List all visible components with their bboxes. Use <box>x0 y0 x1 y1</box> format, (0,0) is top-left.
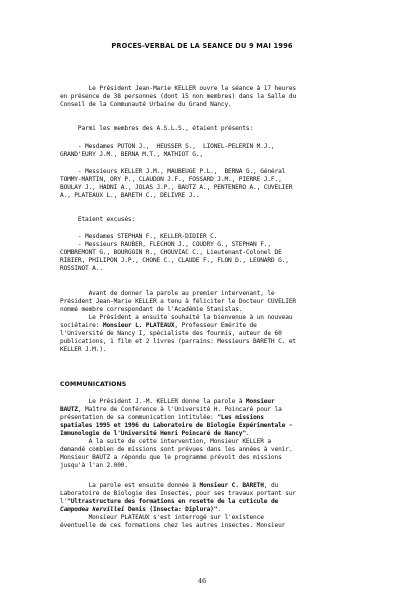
societaire-rest: , Professeur Emérite de <box>174 322 257 329</box>
comm1-followup-line-1: A la suite de cette intervention, Monsieur KELLER a <box>60 438 271 445</box>
page-title: PROCES-VERBAL DE LA SEANCE DU 9 MAI 1996 <box>111 42 293 50</box>
messieurs-line-4: A., PLATEAUX L., BARETH C., DELIVRE J.. <box>60 192 200 199</box>
comm1-line-4: spatiales 1995 et 1996 du Laboratoire de Biologie Expérimentale - <box>60 422 293 429</box>
comm1-l3-prefix: présentation de sa communication intitulée: <box>60 414 218 421</box>
present-title: Parmi les membres des A.S.L.S., étaient présents: <box>60 125 254 132</box>
comm1-l2-bold: BAUTZ <box>60 406 78 413</box>
comm1-l1-bold: Monsieur <box>245 398 275 405</box>
excused-messieurs-line-4: ROSSINOT A.. <box>60 265 103 272</box>
excused-messieurs-line-1: - Messieurs RAUBER, FLECHON J., COUDRY G., STEPHAN F., <box>60 241 271 248</box>
comm1-l5-bold: Immunologie de l'Université Henri Poincaré de Nancy" <box>60 430 246 437</box>
mesdames-line-2: GRAND'EURY J.M., BERNA M.T., MATHIOT G., <box>60 151 204 158</box>
messieurs-line-2: TOMMY-MARTIN, ORY P., CLAUDON J.F., FOSSARD J.M., PIERRE J.F., <box>60 176 282 183</box>
comm2-line-3 <box>60 498 278 505</box>
comm2-line-1 <box>60 482 278 489</box>
comm1-line-5 <box>60 430 250 437</box>
comm2-l4-rest: . <box>217 506 221 513</box>
societaire-cont-line-3: KELLER J.M.). <box>60 346 107 353</box>
page-number: 46 <box>197 577 207 585</box>
comm1-followup-line-3: Monsieur BAUTZ a répondu que le programme prévoit des missions <box>60 454 282 461</box>
intro-line-1: Le Président Jean-Marie KELLER ouvre la séance à 17 heures <box>60 85 296 92</box>
intro-line-2: en présence de 38 personnes (dont 15 non membres) dans la Salle du <box>60 93 296 100</box>
avant-line-1: Avant de donner la parole au premier intervenant, le <box>60 290 275 297</box>
excused-messieurs-line-2: COMBREMONT G., BOURGOIN R., CHOUVIAC C., Lieutenant-Colonel DE <box>60 249 282 256</box>
intro-line-3: Conseil de la Communauté Urbaine du Grand Nancy. <box>60 101 232 108</box>
communications-heading: COMMUNICATIONS <box>60 381 127 388</box>
societaire-name: Monsieur L. PLATEAUX <box>102 322 175 329</box>
societaire-line <box>60 322 257 329</box>
comm1-l3-bold: "Les missions <box>217 414 264 421</box>
avant-line-4: Le Président a ensuite souhaité la bienvenue à un nouveau <box>60 314 293 321</box>
excused-title: Etaient excusés: <box>60 216 136 223</box>
comm2-line-4 <box>60 506 221 513</box>
societaire-prefix: sociétaire: <box>60 322 103 329</box>
comm2-followup-line-1: Monsieur PLATEAUX s'est interrogé sur l'existence <box>60 514 264 521</box>
comm2-l1-rest: , du <box>263 482 279 489</box>
comm2-l3-bold: "Ultrastructure des formations en rosette de la cuticule de <box>67 498 279 505</box>
comm2-l1-bold: Monsieur C. BARETH <box>199 482 264 489</box>
avant-line-3: nommé membre correspondant de l'Académie Stanislas. <box>60 306 243 313</box>
comm2-l4-italic: Campodea kervillei <box>60 506 125 513</box>
comm1-l2-rest: , Maître de Conférence à l'Université H. Poincaré pour la <box>77 406 282 413</box>
comm2-l4-bold: Denis (Insecta: Diplura)" <box>124 506 218 513</box>
comm1-followup-line-2: demandé combien de missions sont prévues dans les années à venir. <box>60 446 293 453</box>
comm2-line-2: Laboratoire de Biologie des Insectes, pour ses travaux portant sur <box>60 490 296 497</box>
comm2-l3-prefix: l' <box>60 498 68 505</box>
societaire-cont-line-2: publications, 1 film et 2 livres (parrains: Messieurs BARETH C. et <box>60 338 296 345</box>
comm1-line-1 <box>60 398 275 405</box>
comm2-l1-prefix: La parole est ensuite donnée à <box>60 482 200 489</box>
excused-messieurs-line-3: RIBIER, PHILIPON J.P., CHONE C., CLAUDE F., FLON D., LEONARD G., <box>60 257 289 264</box>
comm1-line-2 <box>60 406 282 413</box>
societaire-cont-line-1: l'Université de Nancy I, spécialiste des fourmis, auteur de 60 <box>60 330 282 337</box>
comm2-followup-line-2: éventuelle de ces formations chez les autres insectes. Monsieur <box>60 522 286 529</box>
messieurs-line-3: BOULAY J., HADNI A., JOLAS J.P., BAUTZ A., PENTENERO A., CUVELIER <box>60 184 293 191</box>
avant-line-2: Président Jean-Marie KELLER a tenu à féliciter le Docteur CUVELIER <box>60 298 296 305</box>
mesdames-line-1: - Mesdames PUTON J., HEUSSER S., LIONEL-PELERIN M.J., <box>60 143 275 150</box>
messieurs-line-1: - Messieurs KELLER J.M., MAUBEUGE P.L., BERNA G., Général <box>60 168 286 175</box>
comm1-followup-line-4: jusqu'à l'an 2.000. <box>60 462 128 469</box>
comm1-line-3 <box>60 414 264 421</box>
excused-mesdames: - Mesdames STEPHAN F., KELLER-DIDIER C. <box>60 233 218 240</box>
comm1-l1-prefix: Le Président J.-M. KELLER donne la parole à <box>60 398 246 405</box>
comm1-l5-rest: . <box>245 430 250 437</box>
